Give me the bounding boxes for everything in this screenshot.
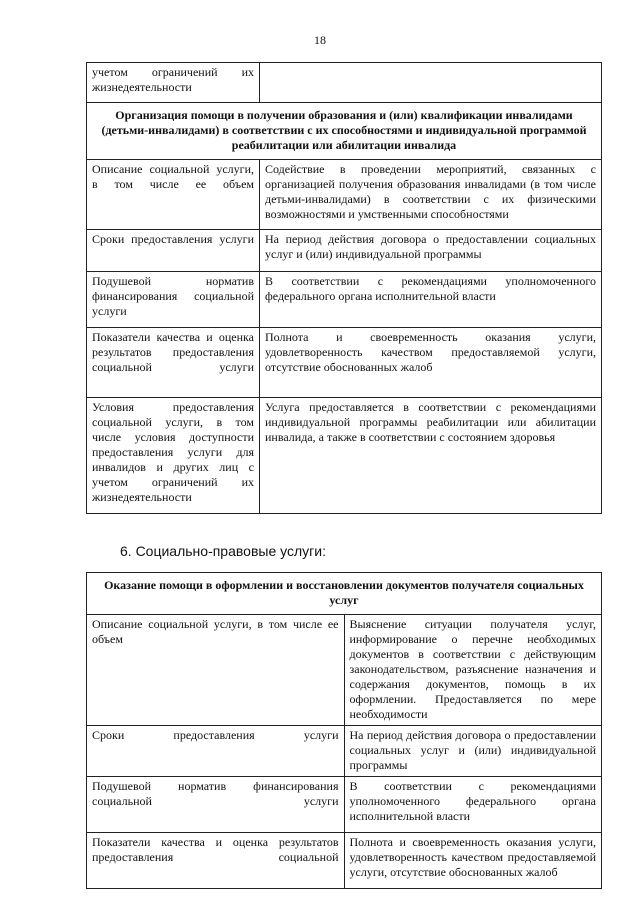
table-row (87, 272, 602, 328)
table-row (87, 398, 602, 514)
row-value-empty (260, 63, 602, 103)
table-row (87, 160, 602, 230)
table-row (87, 726, 602, 777)
service-heading: Оказание помощи в оформлении и восстановлении документов получателя социальных услуг (87, 573, 602, 615)
row-label: Показатели качества и оценка результатов предоставления социальной услуги (87, 328, 260, 398)
table-heading-row (87, 103, 602, 160)
row-value: Выяснение ситуации получателя услуг, информирование о перечне необходимых документов в соответствии с действующим законодательством, разъяснение назначения и содержания документов, помощь в их оформлении. Предоставляется по мере необходимости (344, 615, 602, 726)
row-value: Услуга предоставляется в соответствии с рекомендациями индивидуальной программы реабилитации или абилитации инвалида, а также в соответствии с состоянием здоровья (260, 398, 602, 514)
row-label: Сроки предоставления услуги (87, 230, 260, 272)
row-value: Полнота и своевременность оказания услуги, удовлетворенность качеством предоставляемой услуги, отсутствие обоснованных жалоб (260, 328, 602, 398)
row-label: Подушевой норматив финансирования социальной услуги (87, 777, 345, 833)
table-social-education (86, 62, 602, 514)
row-label: Подушевой норматив финансирования социальной услуги (87, 272, 260, 328)
row-value: В соответствии с рекомендациями уполномоченного федерального органа исполнительной власти (260, 272, 602, 328)
table-row (87, 230, 602, 272)
page-number: 18 (314, 33, 326, 47)
table-row (87, 328, 602, 398)
row-value: Содействие в проведении мероприятий, связанных с организацией получения образования инвалидами (в том числе детьми-инвалидами) в соответствии с их физическими возможностями и умственными способностями (260, 160, 602, 230)
section-title: 6. Социально-правовые услуги: (120, 543, 326, 559)
row-label: Условия предоставления социальной услуги, в том числе условия доступности предоставления услуги для инвалидов и других лиц с учетом ограничений их жизнедеятельности (87, 398, 260, 514)
row-label: Описание социальной услуги, в том числе ее объем (87, 615, 345, 726)
row-value: На период действия договора о предоставлении социальных услуг и (или) индивидуальной программы (260, 230, 602, 272)
table-social-legal (86, 572, 602, 889)
row-label-continuation: учетом ограничений их жизнедеятельности (87, 63, 260, 103)
row-value: На период действия договора о предоставлении социальных услуг и (или) индивидуальной программы (344, 726, 602, 777)
row-label: Показатели качества и оценка результатов предоставления социальной (87, 833, 345, 889)
table-heading-row (87, 573, 602, 615)
table-row (87, 63, 602, 103)
service-heading: Организация помощи в получении образования и (или) квалификации инвалидами (детьми-инвалидами) в соответствии с их способностями и индивидуальной программой реабилитации или абилитации инвалида (87, 103, 602, 160)
table-row (87, 615, 602, 726)
row-value: В соответствии с рекомендациями уполномоченного федерального органа исполнительной власти (344, 777, 602, 833)
table-row (87, 777, 602, 833)
row-label: Описание социальной услуги, в том числе ее объем (87, 160, 260, 230)
row-label: Сроки предоставления услуги (87, 726, 345, 777)
row-value: Полнота и своевременность оказания услуги, удовлетворенность качеством предоставляемой услуги, отсутствие обоснованных жалоб (344, 833, 602, 889)
table-row (87, 833, 602, 889)
